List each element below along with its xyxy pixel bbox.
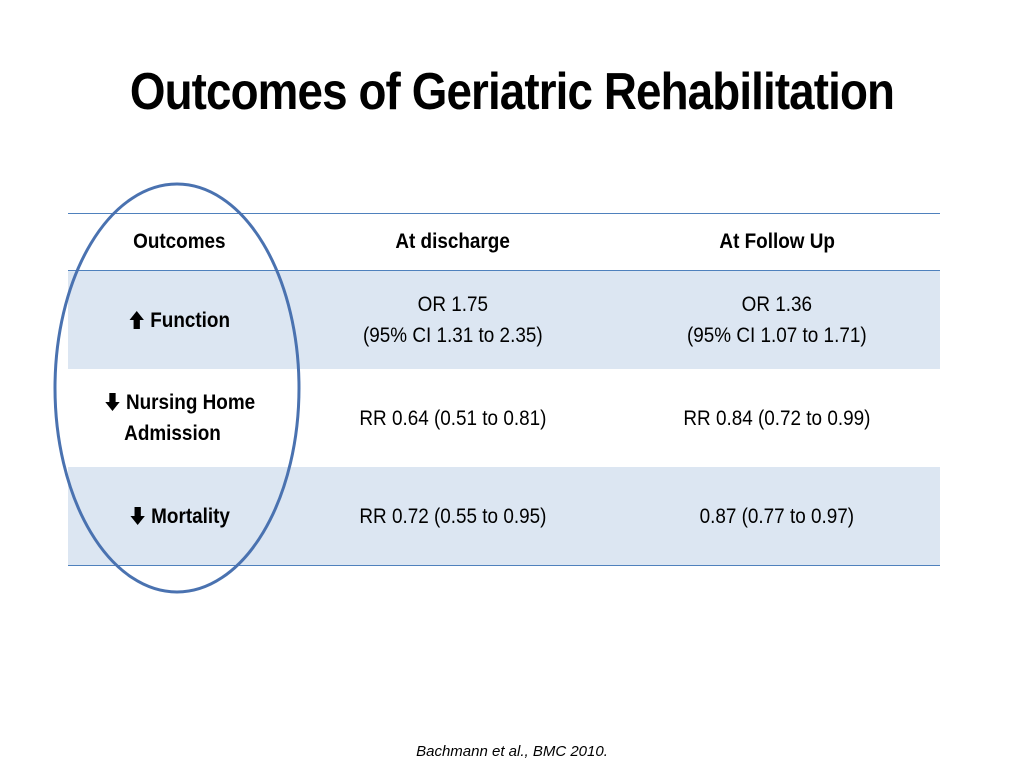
citation: Bachmann et al., BMC 2010. — [416, 743, 608, 760]
followup-or-function: OR 1.36 — [741, 293, 813, 316]
outcome-text-nursing-home-line2: Admission — [123, 422, 221, 445]
followup-value-mortality: 0.87 (0.77 to 0.97) — [699, 504, 855, 528]
discharge-ci-function: (95% CI 1.31 to 2.35) — [362, 324, 543, 347]
table-row-mortality — [68, 467, 940, 566]
column-header-followup-label: At Follow Up — [719, 230, 835, 253]
followup-cell-nursing-home — [614, 369, 940, 467]
up-arrow-icon — [129, 310, 145, 330]
discharge-cell-function — [291, 271, 614, 370]
column-header-discharge-label: At discharge — [395, 230, 510, 253]
column-header-followup — [614, 214, 940, 271]
discharge-cell-nursing-home — [291, 369, 614, 467]
table-row-nursing-home — [68, 369, 940, 467]
followup-ci-function: (95% CI 1.07 to 1.71) — [687, 324, 867, 347]
outcome-label-mortality — [129, 501, 229, 532]
outcome-text-function: Function — [150, 308, 231, 332]
table-row-function — [68, 271, 940, 370]
outcome-cell-mortality — [68, 467, 291, 566]
followup-value-function — [687, 289, 867, 351]
down-arrow-icon — [129, 506, 145, 526]
outcomes-table-container — [68, 213, 940, 566]
discharge-value-function — [363, 289, 543, 351]
column-header-outcomes — [68, 214, 291, 271]
outcome-label-nursing-home — [104, 387, 255, 449]
outcome-label-function — [129, 305, 230, 336]
followup-cell-function — [614, 271, 940, 370]
outcome-cell-function — [68, 271, 291, 370]
followup-value-nursing-home: RR 0.84 (0.72 to 0.99) — [683, 406, 871, 430]
outcome-cell-nursing-home — [68, 369, 291, 467]
outcome-text-nursing-home-line1 — [104, 387, 255, 418]
discharge-cell-mortality — [291, 467, 614, 566]
outcome-text-mortality: Mortality — [150, 504, 230, 528]
discharge-value-nursing-home: RR 0.64 (0.51 to 0.81) — [358, 406, 547, 430]
followup-cell-mortality — [614, 467, 940, 566]
column-header-discharge — [291, 214, 614, 271]
outcomes-table — [68, 213, 940, 566]
discharge-value-mortality: RR 0.72 (0.55 to 0.95) — [358, 504, 547, 528]
discharge-or-function: OR 1.75 — [417, 293, 488, 316]
down-arrow-icon — [104, 392, 120, 412]
outcome-text-nursing-home: Nursing Home — [125, 391, 255, 414]
table-header-row — [68, 214, 940, 271]
column-header-outcomes-label: Outcomes — [133, 230, 226, 253]
slide-title: Outcomes of Geriatric Rehabilitation — [129, 63, 895, 121]
